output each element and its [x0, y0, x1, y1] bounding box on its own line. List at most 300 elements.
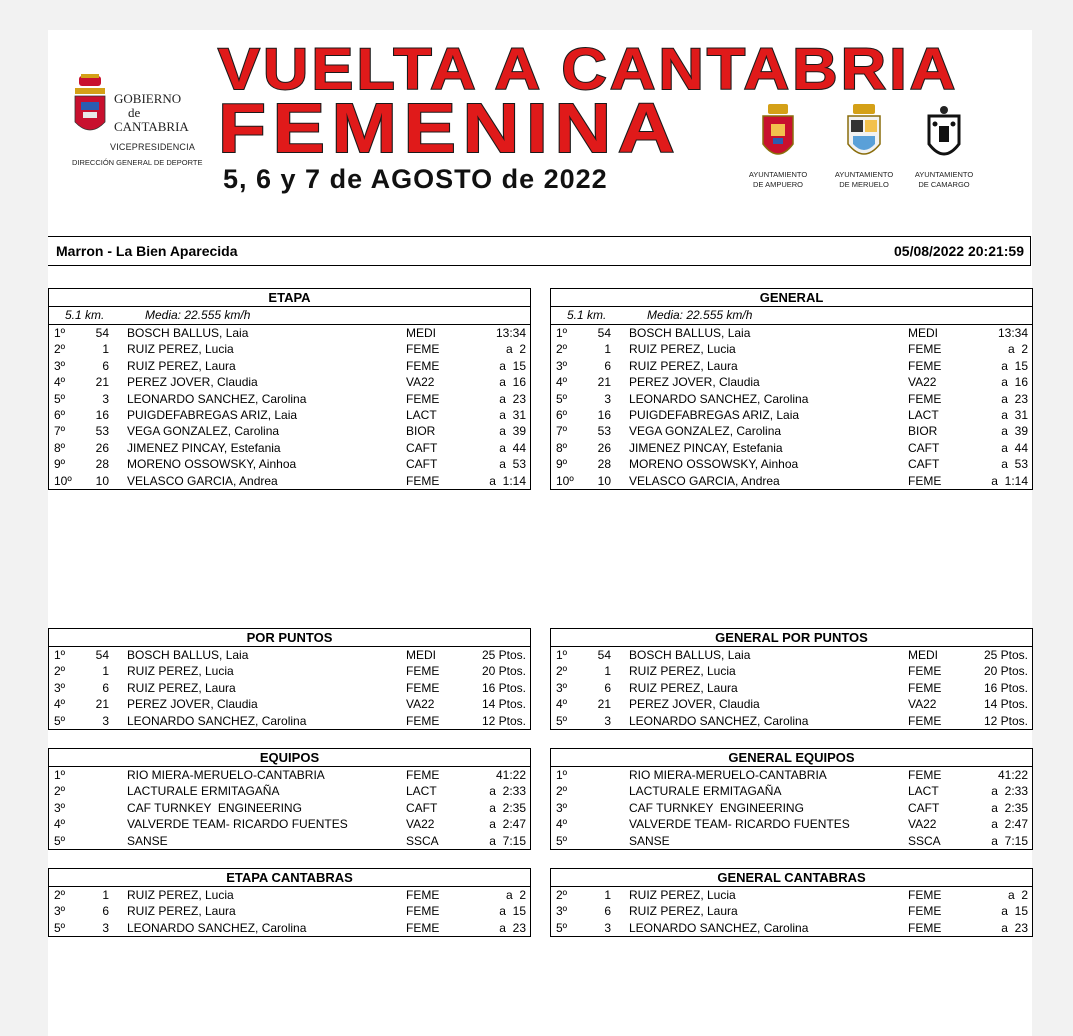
team-cell: FEME [406, 904, 440, 919]
team-cell: LACT [908, 784, 939, 799]
dorsal-cell: 53 [95, 424, 109, 439]
camargo-line1: AYUNTAMIENTO [914, 170, 974, 179]
team-cell: CAFT [406, 800, 438, 815]
time-cell: 20 Ptos. [983, 664, 1028, 679]
team-cell: FEME [908, 920, 942, 935]
name-cell: LEONARDO SANCHEZ, Carolina [629, 713, 809, 728]
table-row [49, 903, 530, 919]
name-cell: RUIZ PEREZ, Laura [127, 358, 236, 373]
table-title: ETAPA [49, 289, 530, 307]
position-cell: 5º [54, 833, 66, 848]
time-cell: 25 Ptos. [481, 648, 526, 662]
meruelo-line2: DE MERUELO [839, 180, 889, 189]
team-cell: VA22 [908, 375, 937, 390]
time-cell: 25 Ptos. [983, 648, 1028, 662]
name-cell: RIO MIERA-MERUELO-CANTABRIA [127, 768, 325, 782]
table-row [49, 887, 530, 903]
table-row [551, 903, 1032, 919]
table-row [49, 767, 530, 783]
time-cell: a 2 [505, 888, 526, 902]
table-row [551, 358, 1032, 374]
name-cell: BOSCH BALLUS, Laia [127, 648, 249, 662]
dorsal-cell: 16 [95, 407, 109, 422]
name-cell: PEREZ JOVER, Claudia [629, 697, 760, 712]
name-cell: LEONARDO SANCHEZ, Carolina [629, 920, 809, 935]
table-title: GENERAL CANTABRAS [551, 869, 1032, 887]
team-cell: FEME [908, 391, 942, 406]
position-cell: 1º [556, 326, 568, 340]
dorsal-cell: 54 [95, 326, 109, 340]
team-cell: BIOR [908, 424, 938, 439]
position-cell: 3º [556, 680, 568, 695]
team-cell: FEME [908, 342, 942, 357]
dorsal-cell: 21 [597, 375, 611, 390]
position-cell: 1º [54, 768, 66, 782]
position-cell: 6º [54, 407, 66, 422]
team-cell: FEME [908, 713, 942, 728]
dorsal-cell: 54 [597, 326, 611, 340]
team-cell: CAFT [908, 457, 940, 472]
name-cell: JIMENEZ PINCAY, Estefania [127, 440, 281, 455]
stage-datetime: 05/08/2022 20:21:59 [894, 243, 1024, 259]
time-cell: a 7:15 [489, 833, 526, 848]
time-cell: a 2 [505, 342, 526, 357]
table-general [550, 288, 1033, 490]
time-cell: a 44 [1001, 440, 1028, 455]
name-cell: LEONARDO SANCHEZ, Carolina [127, 391, 307, 406]
time-cell: a 23 [1001, 920, 1028, 935]
table-row [551, 680, 1032, 696]
dorsal-cell: 21 [95, 697, 109, 712]
table-row [49, 440, 530, 456]
table-row [551, 473, 1032, 489]
table-row [551, 440, 1032, 456]
stage-name: Marron - La Bien Aparecida [56, 243, 238, 259]
dorsal-cell: 53 [597, 424, 611, 439]
dorsal-cell: 3 [604, 713, 611, 728]
time-cell: a 2 [1007, 342, 1028, 357]
team-cell: FEME [406, 713, 440, 728]
dorsal-cell: 3 [102, 391, 109, 406]
time-cell: a 44 [499, 440, 526, 455]
team-cell: FEME [406, 664, 440, 679]
event-dates: 5, 6 y 7 de AGOSTO de 2022 [223, 164, 608, 194]
position-cell: 7º [54, 424, 66, 439]
vicepresidencia-label: VICEPRESIDENCIA [110, 142, 196, 152]
table-row [49, 816, 530, 832]
time-cell: a 2:47 [991, 817, 1028, 832]
time-cell: a 23 [499, 920, 526, 935]
name-cell: JIMENEZ PINCAY, Estefania [629, 440, 783, 455]
dorsal-cell: 54 [95, 648, 109, 662]
name-cell: LEONARDO SANCHEZ, Carolina [127, 713, 307, 728]
time-cell: 12 Ptos. [983, 713, 1028, 728]
name-cell: RUIZ PEREZ, Laura [629, 904, 738, 919]
gobierno-cantabria-logo [70, 72, 220, 172]
table-row [49, 358, 530, 374]
time-cell: a 53 [499, 457, 526, 472]
table-row [49, 696, 530, 712]
dorsal-cell: 21 [597, 697, 611, 712]
position-cell: 3º [556, 904, 568, 919]
time-cell: 41:22 [997, 768, 1028, 782]
time-cell: a 2:33 [991, 784, 1028, 799]
table-row [551, 341, 1032, 357]
time-cell: a 31 [499, 407, 526, 422]
camargo-shield-icon [925, 104, 963, 166]
gobierno-name [114, 92, 189, 134]
cantabria-shield-icon [73, 74, 107, 140]
table-row [49, 374, 530, 390]
dorsal-cell: 6 [102, 358, 109, 373]
position-cell: 2º [54, 888, 66, 902]
dorsal-cell: 54 [597, 648, 611, 662]
event-title-line1: VUELTA A CANTABRIA [218, 37, 959, 102]
team-cell: LACT [908, 407, 939, 422]
time-cell: 13:34 [997, 326, 1028, 340]
team-cell: VA22 [406, 375, 435, 390]
name-cell: BOSCH BALLUS, Laia [629, 326, 751, 340]
ampuero-line1: AYUNTAMIENTO [748, 170, 808, 179]
position-cell: 1º [54, 326, 66, 340]
table-row [49, 663, 530, 679]
stage-bar [48, 236, 1031, 266]
ayuntamiento-meruelo [824, 104, 904, 190]
team-cell: LACT [406, 407, 437, 422]
position-cell: 4º [556, 697, 568, 712]
name-cell: PEREZ JOVER, Claudia [127, 697, 258, 712]
dorsal-cell: 1 [604, 342, 611, 357]
table-title: EQUIPOS [49, 749, 530, 767]
dorsal-cell: 10 [95, 473, 109, 488]
table-row [49, 473, 530, 489]
table-row [551, 800, 1032, 816]
table-rows [551, 647, 1032, 729]
dorsal-cell: 26 [95, 440, 109, 455]
dorsal-cell: 21 [95, 375, 109, 390]
time-cell: a 31 [1001, 407, 1028, 422]
table-rows [49, 325, 530, 489]
position-cell: 5º [556, 833, 568, 848]
table-row [551, 887, 1032, 903]
team-cell: FEME [908, 473, 942, 488]
team-cell: FEME [406, 391, 440, 406]
position-cell: 5º [54, 391, 66, 406]
position-cell: 3º [54, 358, 66, 373]
position-cell: 2º [556, 342, 568, 357]
table-rows [49, 767, 530, 849]
time-cell: a 15 [499, 358, 526, 373]
name-cell: RUIZ PEREZ, Laura [127, 904, 236, 919]
name-cell: BOSCH BALLUS, Laia [629, 648, 751, 662]
time-cell: a 53 [1001, 457, 1028, 472]
position-cell: 3º [556, 800, 568, 815]
dorsal-cell: 1 [604, 888, 611, 902]
dorsal-cell: 6 [102, 680, 109, 695]
team-cell: SSCA [908, 833, 941, 848]
dorsal-cell: 1 [102, 888, 109, 902]
position-cell: 1º [556, 768, 568, 782]
dorsal-cell: 3 [102, 920, 109, 935]
name-cell: RUIZ PEREZ, Laura [127, 680, 236, 695]
ampuero-line2: DE AMPUERO [752, 180, 803, 189]
time-cell: a 23 [1001, 391, 1028, 406]
table-rows [551, 325, 1032, 489]
table-row [551, 816, 1032, 832]
name-cell: VEGA GONZALEZ, Carolina [629, 424, 782, 439]
team-cell: FEME [406, 358, 440, 373]
name-cell: SANSE [127, 833, 168, 848]
name-cell: RUIZ PEREZ, Lucia [629, 888, 736, 902]
team-cell: FEME [908, 358, 942, 373]
average-speed-label: Media: 22.555 km/h [647, 308, 753, 322]
name-cell: RUIZ PEREZ, Lucia [127, 888, 234, 902]
name-cell: RUIZ PEREZ, Lucia [127, 342, 234, 357]
table-row [551, 783, 1032, 799]
table-por-puntos [48, 628, 531, 730]
name-cell: CAF TURNKEY ENGINEERING [629, 800, 804, 815]
team-cell: MEDI [406, 326, 436, 340]
team-cell: FEME [908, 664, 942, 679]
table-title: GENERAL [551, 289, 1032, 307]
table-equipos [48, 748, 531, 850]
team-cell: CAFT [908, 440, 940, 455]
team-cell: VA22 [908, 817, 937, 832]
position-cell: 8º [54, 440, 66, 455]
name-cell: MORENO OSSOWSKY, Ainhoa [127, 457, 297, 472]
distance-label: 5.1 km. [567, 308, 607, 322]
name-cell: VALVERDE TEAM- RICARDO FUENTES [127, 817, 348, 832]
table-row [49, 325, 530, 341]
position-cell: 2º [54, 784, 66, 799]
name-cell: RIO MIERA-MERUELO-CANTABRIA [629, 768, 827, 782]
team-cell: FEME [406, 920, 440, 935]
position-cell: 5º [556, 920, 568, 935]
camargo-line2: DE CAMARGO [918, 180, 970, 189]
team-cell: MEDI [908, 648, 938, 662]
position-cell: 5º [556, 391, 568, 406]
name-cell: PUIGDEFABREGAS ARIZ, Laia [629, 407, 800, 422]
name-cell: RUIZ PEREZ, Lucia [629, 664, 736, 679]
name-cell: MORENO OSSOWSKY, Ainhoa [629, 457, 799, 472]
dorsal-cell: 1 [102, 342, 109, 357]
time-cell: a 2 [1007, 888, 1028, 902]
dorsal-cell: 6 [604, 358, 611, 373]
table-row [551, 663, 1032, 679]
time-cell: a 23 [499, 391, 526, 406]
time-cell: a 15 [1001, 358, 1028, 373]
table-title: POR PUNTOS [49, 629, 530, 647]
team-cell: VA22 [406, 697, 435, 712]
position-cell: 4º [54, 375, 66, 390]
table-row [49, 647, 530, 663]
distance-label: 5.1 km. [65, 308, 105, 322]
table-row [49, 833, 530, 849]
table-row [49, 680, 530, 696]
table-row [551, 647, 1032, 663]
table-row [49, 407, 530, 423]
time-cell: 12 Ptos. [481, 713, 526, 728]
dorsal-cell: 1 [102, 664, 109, 679]
gobierno-line3: CANTABRIA [114, 119, 189, 134]
time-cell: a 16 [499, 375, 526, 390]
table-subheader [49, 307, 530, 325]
name-cell: RUIZ PEREZ, Lucia [127, 664, 234, 679]
time-cell: a 16 [1001, 375, 1028, 390]
position-cell: 4º [54, 697, 66, 712]
position-cell: 4º [556, 375, 568, 390]
position-cell: 5º [54, 713, 66, 728]
position-cell: 4º [556, 817, 568, 832]
ayuntamiento-ampuero [738, 104, 818, 190]
position-cell: 3º [54, 680, 66, 695]
name-cell: LEONARDO SANCHEZ, Carolina [127, 920, 307, 935]
position-cell: 2º [54, 664, 66, 679]
time-cell: a 1:14 [489, 473, 526, 488]
time-cell: 13:34 [495, 326, 526, 340]
table-rows [551, 767, 1032, 849]
name-cell: LACTURALE ERMITAGAÑA [629, 784, 782, 799]
position-cell: 7º [556, 424, 568, 439]
name-cell: LACTURALE ERMITAGAÑA [127, 784, 280, 799]
table-row [551, 374, 1032, 390]
position-cell: 3º [54, 800, 66, 815]
time-cell: a 15 [499, 904, 526, 919]
time-cell: a 7:15 [991, 833, 1028, 848]
direccion-label: DIRECCIÓN GENERAL DE DEPORTE [72, 158, 203, 167]
table-row [49, 391, 530, 407]
table-title: GENERAL POR PUNTOS [551, 629, 1032, 647]
position-cell: 10º [54, 473, 72, 488]
dorsal-cell: 3 [604, 920, 611, 935]
dorsal-cell: 26 [597, 440, 611, 455]
dorsal-cell: 3 [102, 713, 109, 728]
name-cell: RUIZ PEREZ, Lucia [629, 342, 736, 357]
dorsal-cell: 28 [597, 457, 611, 472]
meruelo-line1: AYUNTAMIENTO [834, 170, 894, 179]
gobierno-line2: de [128, 105, 141, 120]
table-general-por-puntos [550, 628, 1033, 730]
table-row [551, 713, 1032, 729]
time-cell: 14 Ptos. [481, 697, 526, 712]
name-cell: LEONARDO SANCHEZ, Carolina [629, 391, 809, 406]
time-cell: a 2:35 [991, 800, 1028, 815]
dorsal-cell: 16 [597, 407, 611, 422]
table-row [49, 800, 530, 816]
team-cell: FEME [406, 768, 440, 782]
team-cell: FEME [908, 680, 942, 695]
position-cell: 9º [54, 457, 66, 472]
table-title: GENERAL EQUIPOS [551, 749, 1032, 767]
name-cell: PUIGDEFABREGAS ARIZ, Laia [127, 407, 298, 422]
table-row [551, 391, 1032, 407]
table-row [551, 696, 1032, 712]
dorsal-cell: 28 [95, 457, 109, 472]
time-cell: 14 Ptos. [983, 697, 1028, 712]
team-cell: VA22 [908, 697, 937, 712]
dorsal-cell: 10 [597, 473, 611, 488]
results-page [48, 30, 1032, 1036]
time-cell: a 1:14 [991, 473, 1028, 488]
table-row [551, 456, 1032, 472]
team-cell: CAFT [908, 800, 940, 815]
name-cell: VALVERDE TEAM- RICARDO FUENTES [629, 817, 850, 832]
team-cell: FEME [406, 342, 440, 357]
dorsal-cell: 1 [604, 664, 611, 679]
table-row [551, 423, 1032, 439]
table-row [551, 407, 1032, 423]
name-cell: VEGA GONZALEZ, Carolina [127, 424, 280, 439]
table-row [49, 423, 530, 439]
table-row [49, 713, 530, 729]
name-cell: PEREZ JOVER, Claudia [629, 375, 760, 390]
name-cell: VELASCO GARCIA, Andrea [127, 473, 278, 488]
team-cell: MEDI [908, 326, 938, 340]
dorsal-cell: 6 [604, 904, 611, 919]
dorsal-cell: 3 [604, 391, 611, 406]
name-cell: RUIZ PEREZ, Laura [629, 358, 738, 373]
table-subheader [551, 307, 1032, 325]
team-cell: MEDI [406, 648, 436, 662]
name-cell: CAF TURNKEY ENGINEERING [127, 800, 302, 815]
team-cell: FEME [406, 888, 440, 902]
table-row [551, 920, 1032, 936]
team-cell: SSCA [406, 833, 439, 848]
time-cell: a 2:33 [489, 784, 526, 799]
position-cell: 1º [54, 648, 66, 662]
position-cell: 3º [54, 904, 66, 919]
position-cell: 2º [54, 342, 66, 357]
table-rows [551, 887, 1032, 936]
meruelo-shield-icon [845, 104, 883, 166]
table-etapa-cantabras [48, 868, 531, 937]
name-cell: SANSE [629, 833, 670, 848]
table-row [551, 767, 1032, 783]
position-cell: 2º [556, 664, 568, 679]
table-row [551, 325, 1032, 341]
team-cell: FEME [908, 768, 942, 782]
team-cell: FEME [908, 904, 942, 919]
position-cell: 2º [556, 784, 568, 799]
position-cell: 4º [54, 817, 66, 832]
time-cell: 20 Ptos. [481, 664, 526, 679]
position-cell: 5º [556, 713, 568, 728]
average-speed-label: Media: 22.555 km/h [145, 308, 251, 322]
team-cell: BIOR [406, 424, 436, 439]
team-cell: CAFT [406, 440, 438, 455]
name-cell: RUIZ PEREZ, Laura [629, 680, 738, 695]
table-rows [49, 647, 530, 729]
table-row [49, 783, 530, 799]
position-cell: 10º [556, 473, 574, 488]
position-cell: 2º [556, 888, 568, 902]
team-cell: LACT [406, 784, 437, 799]
table-row [551, 833, 1032, 849]
time-cell: a 2:47 [489, 817, 526, 832]
time-cell: a 39 [499, 424, 526, 439]
table-general-cantabras [550, 868, 1033, 937]
position-cell: 6º [556, 407, 568, 422]
team-cell: FEME [406, 473, 440, 488]
table-row [49, 920, 530, 936]
gobierno-line1: GOBIERNO [114, 91, 182, 106]
ampuero-shield-icon [761, 104, 795, 166]
time-cell: 16 Ptos. [983, 680, 1028, 695]
position-cell: 3º [556, 358, 568, 373]
table-title: ETAPA CANTABRAS [49, 869, 530, 887]
table-etapa [48, 288, 531, 490]
team-cell: CAFT [406, 457, 438, 472]
